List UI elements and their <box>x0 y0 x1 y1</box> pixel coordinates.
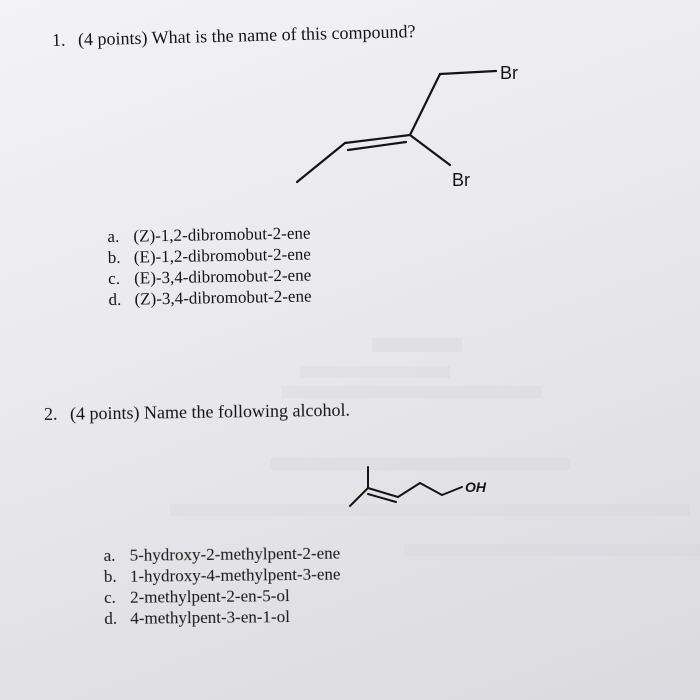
choice-text: 1-hydroxy-4-methylpent-3-ene <box>129 564 341 586</box>
choice-text: 5-hydroxy-2-methylpent-2-ene <box>129 543 341 565</box>
question-2-text: (4 points) Name the following alcohol. <box>69 399 351 424</box>
bond-c3-br <box>410 135 450 165</box>
choice-2c[interactable] <box>104 585 341 608</box>
question-2-choices <box>104 543 341 629</box>
choice-2b[interactable] <box>104 564 341 587</box>
molecule-2-bonds <box>350 467 462 506</box>
choice-text: 4-methylpent-3-en-1-ol <box>130 607 290 628</box>
choice-1d[interactable] <box>108 285 311 310</box>
choice-text: 2-methylpent-2-en-5-ol <box>130 586 290 607</box>
choice-letter: c. <box>104 587 117 607</box>
question-2-prompt <box>44 400 350 425</box>
question-1-number: 1. <box>51 29 66 50</box>
choice-2a[interactable] <box>104 543 341 566</box>
choice-text: (Z)-1,2-dibromobut-2-ene <box>133 223 311 246</box>
bond-ch3-c2 <box>297 143 345 182</box>
molecule-1-label-br-top: Br <box>500 63 518 83</box>
choice-letter: b. <box>107 247 121 268</box>
bond-chain-oh <box>442 487 462 495</box>
bond-methyl-left <box>350 488 368 506</box>
choice-letter: c. <box>108 268 121 288</box>
bond-chain-1 <box>398 483 420 497</box>
molecule-1-label-br-bottom: Br <box>452 170 470 190</box>
bond-ch2-br <box>440 71 496 74</box>
molecule-2-label-oh: OH <box>465 479 486 495</box>
choice-text: (E)-1,2-dibromobut-2-ene <box>133 244 311 267</box>
choice-text: (E)-3,4-dibromobut-2-ene <box>134 265 312 288</box>
choice-letter: b. <box>103 566 117 587</box>
question-2-number: 2. <box>43 403 58 424</box>
bond-chain-2 <box>420 483 442 495</box>
bond-double-inner <box>348 142 406 150</box>
choice-text: (Z)-3,4-dibromobut-2-ene <box>134 286 312 309</box>
molecule-1-bonds <box>297 71 496 182</box>
question-1-choices <box>107 222 311 310</box>
choice-letter: d. <box>108 289 122 309</box>
reverse-side-bleed-through <box>170 338 700 556</box>
choice-2d[interactable] <box>104 606 341 629</box>
question-1-text: (4 points) What is the name of this compound? <box>77 21 416 50</box>
choice-letter: d. <box>104 608 118 628</box>
choice-letter: a. <box>107 226 120 247</box>
bond-c3-ch2 <box>410 74 440 135</box>
choice-letter: a. <box>103 545 116 566</box>
